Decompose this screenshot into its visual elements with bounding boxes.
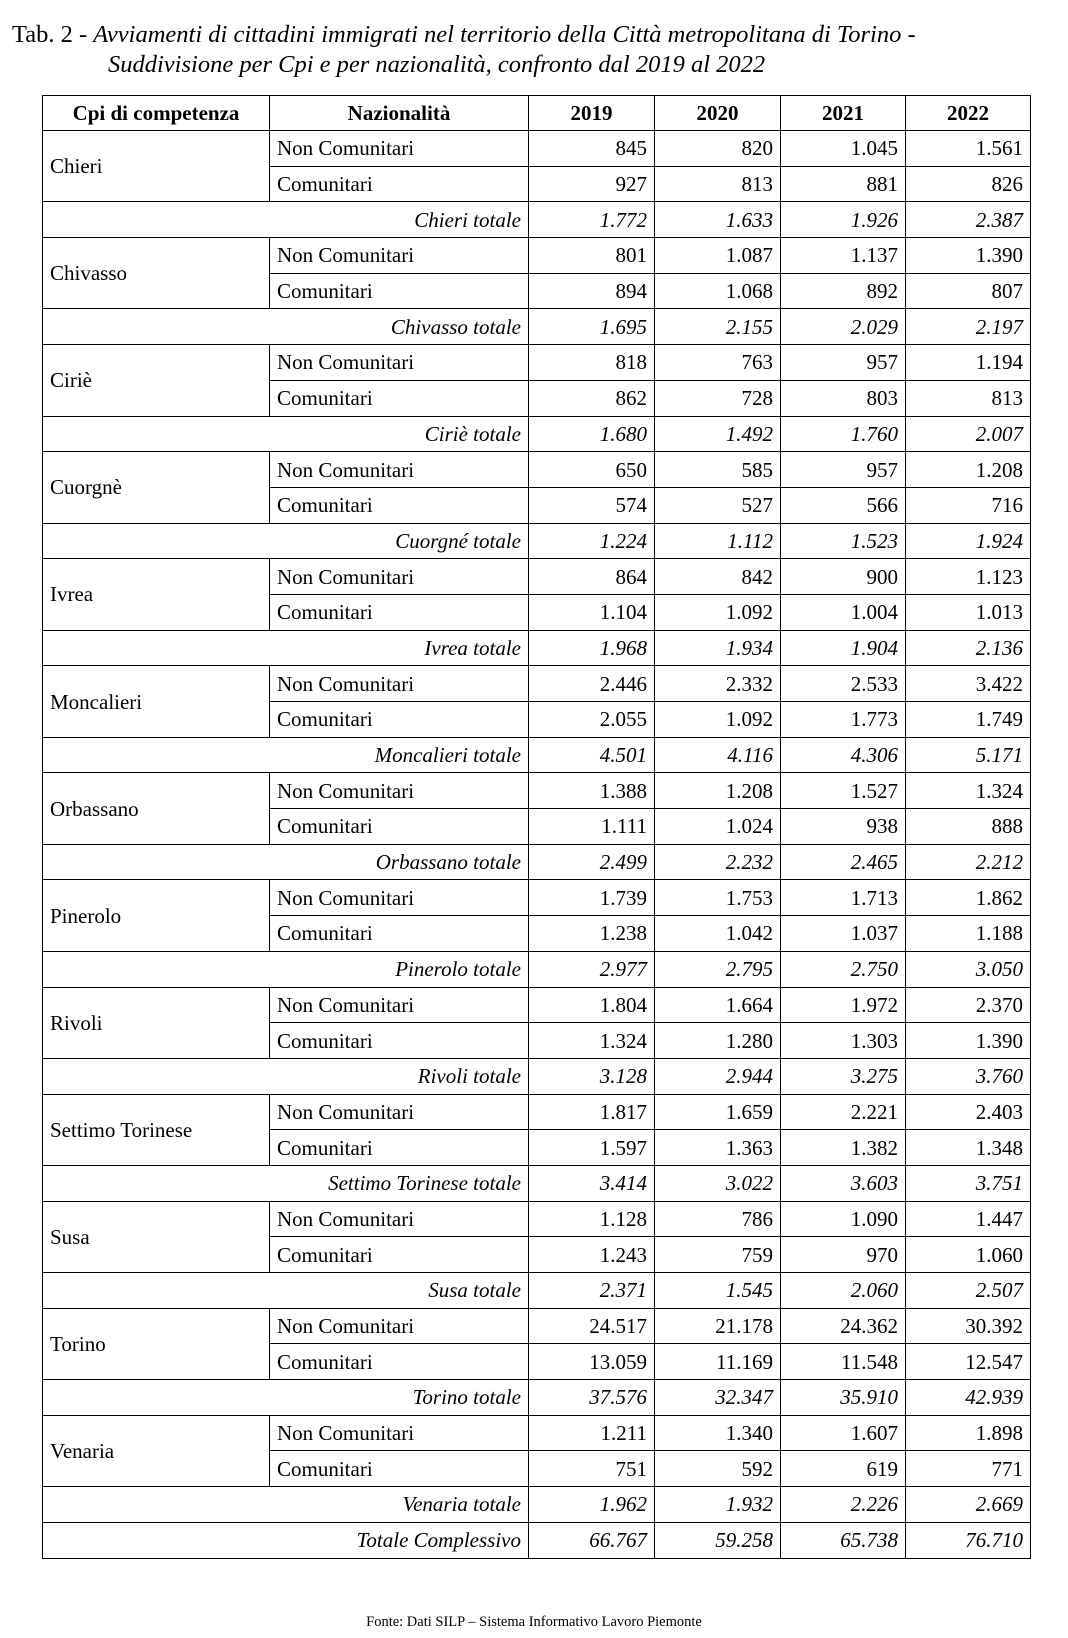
total-value: 4.116 xyxy=(655,737,781,773)
nazionalita-cell: Comunitari xyxy=(270,809,529,845)
value-cell: 1.037 xyxy=(781,916,906,952)
value-cell: 1.324 xyxy=(529,1023,655,1059)
cpi-cell: Moncalieri xyxy=(43,666,270,737)
value-cell: 1.060 xyxy=(906,1237,1031,1273)
value-cell: 1.211 xyxy=(529,1415,655,1451)
value-cell: 1.068 xyxy=(655,273,781,309)
value-cell: 864 xyxy=(529,559,655,595)
nazionalita-cell: Non Comunitari xyxy=(270,773,529,809)
value-cell: 759 xyxy=(655,1237,781,1273)
value-cell: 1.013 xyxy=(906,594,1031,630)
cpi-cell: Orbassano xyxy=(43,773,270,844)
total-value: 2.136 xyxy=(906,630,1031,666)
header-row xyxy=(43,96,1031,131)
total-row xyxy=(43,1273,1031,1309)
total-value: 1.968 xyxy=(529,630,655,666)
value-cell: 1.773 xyxy=(781,702,906,738)
value-cell: 13.059 xyxy=(529,1344,655,1380)
total-value: 3.414 xyxy=(529,1165,655,1201)
value-cell: 1.208 xyxy=(655,773,781,809)
table-row xyxy=(43,452,1031,488)
value-cell: 771 xyxy=(906,1451,1031,1487)
total-label: Ivrea totale xyxy=(43,630,529,666)
value-cell: 1.092 xyxy=(655,594,781,630)
total-value: 2.212 xyxy=(906,844,1031,880)
value-cell: 1.340 xyxy=(655,1415,781,1451)
value-cell: 826 xyxy=(906,166,1031,202)
nazionalita-cell: Comunitari xyxy=(270,916,529,952)
header-cpi: Cpi di competenza xyxy=(43,96,270,131)
nazionalita-cell: Comunitari xyxy=(270,487,529,523)
cpi-cell: Ciriè xyxy=(43,345,270,416)
total-value: 2.007 xyxy=(906,416,1031,452)
total-value: 3.022 xyxy=(655,1165,781,1201)
total-value: 5.171 xyxy=(906,737,1031,773)
value-cell: 1.128 xyxy=(529,1201,655,1237)
cpi-cell: Pinerolo xyxy=(43,880,270,951)
nazionalita-cell: Non Comunitari xyxy=(270,559,529,595)
total-label: Cuorgné totale xyxy=(43,523,529,559)
total-value: 1.112 xyxy=(655,523,781,559)
value-cell: 1.447 xyxy=(906,1201,1031,1237)
nazionalita-cell: Non Comunitari xyxy=(270,238,529,274)
value-cell: 801 xyxy=(529,238,655,274)
nazionalita-cell: Comunitari xyxy=(270,380,529,416)
value-cell: 1.208 xyxy=(906,452,1031,488)
total-value: 3.128 xyxy=(529,1058,655,1094)
value-cell: 1.104 xyxy=(529,594,655,630)
nazionalita-cell: Comunitari xyxy=(270,702,529,738)
nazionalita-cell: Non Comunitari xyxy=(270,1201,529,1237)
table-row xyxy=(43,131,1031,167)
nazionalita-cell: Non Comunitari xyxy=(270,452,529,488)
total-value: 2.795 xyxy=(655,951,781,987)
value-cell: 1.280 xyxy=(655,1023,781,1059)
value-cell: 1.597 xyxy=(529,1130,655,1166)
nazionalita-cell: Comunitari xyxy=(270,594,529,630)
total-row xyxy=(43,523,1031,559)
value-cell: 1.972 xyxy=(781,987,906,1023)
value-cell: 813 xyxy=(906,380,1031,416)
total-value: 1.492 xyxy=(655,416,781,452)
total-value: 2.507 xyxy=(906,1273,1031,1309)
total-value: 2.197 xyxy=(906,309,1031,345)
cpi-cell: Cuorgnè xyxy=(43,452,270,523)
cpi-cell: Chieri xyxy=(43,131,270,202)
total-label: Ciriè totale xyxy=(43,416,529,452)
header-2021: 2021 xyxy=(781,96,906,131)
total-row xyxy=(43,844,1031,880)
total-label: Orbassano totale xyxy=(43,844,529,880)
value-cell: 957 xyxy=(781,452,906,488)
total-value: 37.576 xyxy=(529,1380,655,1416)
value-cell: 2.446 xyxy=(529,666,655,702)
value-cell: 2.221 xyxy=(781,1094,906,1130)
total-label: Chieri totale xyxy=(43,202,529,238)
total-row xyxy=(43,1058,1031,1094)
value-cell: 21.178 xyxy=(655,1308,781,1344)
value-cell: 1.324 xyxy=(906,773,1031,809)
value-cell: 1.804 xyxy=(529,987,655,1023)
total-value: 1.932 xyxy=(655,1487,781,1523)
value-cell: 1.024 xyxy=(655,809,781,845)
table-row xyxy=(43,345,1031,381)
value-cell: 1.713 xyxy=(781,880,906,916)
value-cell: 818 xyxy=(529,345,655,381)
value-cell: 820 xyxy=(655,131,781,167)
value-cell: 3.422 xyxy=(906,666,1031,702)
table-title xyxy=(12,20,916,80)
total-label: Susa totale xyxy=(43,1273,529,1309)
value-cell: 1.303 xyxy=(781,1023,906,1059)
value-cell: 892 xyxy=(781,273,906,309)
total-label: Settimo Torinese totale xyxy=(43,1165,529,1201)
table-row xyxy=(43,1415,1031,1451)
total-value: 2.155 xyxy=(655,309,781,345)
total-value: 3.751 xyxy=(906,1165,1031,1201)
value-cell: 786 xyxy=(655,1201,781,1237)
value-cell: 12.547 xyxy=(906,1344,1031,1380)
total-value: 1.760 xyxy=(781,416,906,452)
value-cell: 881 xyxy=(781,166,906,202)
nazionalita-cell: Non Comunitari xyxy=(270,1094,529,1130)
value-cell: 11.548 xyxy=(781,1344,906,1380)
value-cell: 1.739 xyxy=(529,880,655,916)
value-cell: 650 xyxy=(529,452,655,488)
value-cell: 527 xyxy=(655,487,781,523)
value-cell: 592 xyxy=(655,1451,781,1487)
nazionalita-cell: Non Comunitari xyxy=(270,131,529,167)
header-nazionalita: Nazionalità xyxy=(270,96,529,131)
table-row xyxy=(43,1094,1031,1130)
value-cell: 1.238 xyxy=(529,916,655,952)
total-value: 2.226 xyxy=(781,1487,906,1523)
value-cell: 2.370 xyxy=(906,987,1031,1023)
nazionalita-cell: Comunitari xyxy=(270,1451,529,1487)
total-value: 2.060 xyxy=(781,1273,906,1309)
total-value: 2.750 xyxy=(781,951,906,987)
value-cell: 842 xyxy=(655,559,781,595)
value-cell: 1.363 xyxy=(655,1130,781,1166)
value-cell: 1.004 xyxy=(781,594,906,630)
grand-total-row xyxy=(43,1522,1031,1558)
cpi-cell: Susa xyxy=(43,1201,270,1272)
value-cell: 813 xyxy=(655,166,781,202)
value-cell: 1.382 xyxy=(781,1130,906,1166)
total-value: 2.465 xyxy=(781,844,906,880)
cpi-cell: Torino xyxy=(43,1308,270,1379)
table-row xyxy=(43,1308,1031,1344)
total-row xyxy=(43,951,1031,987)
value-cell: 1.527 xyxy=(781,773,906,809)
table-row xyxy=(43,666,1031,702)
grand-total-value: 59.258 xyxy=(655,1522,781,1558)
value-cell: 1.659 xyxy=(655,1094,781,1130)
total-value: 42.939 xyxy=(906,1380,1031,1416)
value-cell: 1.607 xyxy=(781,1415,906,1451)
value-cell: 1.817 xyxy=(529,1094,655,1130)
value-cell: 2.055 xyxy=(529,702,655,738)
value-cell: 1.388 xyxy=(529,773,655,809)
total-value: 1.926 xyxy=(781,202,906,238)
total-value: 1.523 xyxy=(781,523,906,559)
cpi-cell: Settimo Torinese xyxy=(43,1094,270,1165)
total-value: 32.347 xyxy=(655,1380,781,1416)
total-label: Moncalieri totale xyxy=(43,737,529,773)
value-cell: 566 xyxy=(781,487,906,523)
value-cell: 803 xyxy=(781,380,906,416)
value-cell: 1.042 xyxy=(655,916,781,952)
cpi-cell: Rivoli xyxy=(43,987,270,1058)
value-cell: 574 xyxy=(529,487,655,523)
total-value: 2.977 xyxy=(529,951,655,987)
total-value: 1.695 xyxy=(529,309,655,345)
table-body xyxy=(43,131,1031,1559)
value-cell: 2.403 xyxy=(906,1094,1031,1130)
grand-total-label: Totale Complessivo xyxy=(43,1522,529,1558)
nazionalita-cell: Comunitari xyxy=(270,1130,529,1166)
value-cell: 1.111 xyxy=(529,809,655,845)
grand-total-value: 65.738 xyxy=(781,1522,906,1558)
total-value: 2.499 xyxy=(529,844,655,880)
total-value: 2.371 xyxy=(529,1273,655,1309)
value-cell: 845 xyxy=(529,131,655,167)
value-cell: 1.390 xyxy=(906,1023,1031,1059)
cpi-cell: Ivrea xyxy=(43,559,270,630)
total-label: Pinerolo totale xyxy=(43,951,529,987)
total-row xyxy=(43,737,1031,773)
value-cell: 30.392 xyxy=(906,1308,1031,1344)
value-cell: 957 xyxy=(781,345,906,381)
total-value: 1.633 xyxy=(655,202,781,238)
value-cell: 763 xyxy=(655,345,781,381)
total-label: Rivoli totale xyxy=(43,1058,529,1094)
grand-total-value: 66.767 xyxy=(529,1522,655,1558)
table-row xyxy=(43,773,1031,809)
value-cell: 1.092 xyxy=(655,702,781,738)
total-value: 2.029 xyxy=(781,309,906,345)
value-cell: 728 xyxy=(655,380,781,416)
total-label: Venaria totale xyxy=(43,1487,529,1523)
value-cell: 1.045 xyxy=(781,131,906,167)
total-row xyxy=(43,416,1031,452)
value-cell: 1.243 xyxy=(529,1237,655,1273)
value-cell: 1.561 xyxy=(906,131,1031,167)
header-2022: 2022 xyxy=(906,96,1031,131)
total-value: 1.680 xyxy=(529,416,655,452)
value-cell: 1.137 xyxy=(781,238,906,274)
nazionalita-cell: Non Comunitari xyxy=(270,1415,529,1451)
value-cell: 888 xyxy=(906,809,1031,845)
total-value: 1.904 xyxy=(781,630,906,666)
total-value: 1.934 xyxy=(655,630,781,666)
value-cell: 1.194 xyxy=(906,345,1031,381)
value-cell: 900 xyxy=(781,559,906,595)
total-row xyxy=(43,630,1031,666)
total-value: 4.501 xyxy=(529,737,655,773)
value-cell: 1.087 xyxy=(655,238,781,274)
total-value: 1.772 xyxy=(529,202,655,238)
total-value: 3.050 xyxy=(906,951,1031,987)
total-value: 2.944 xyxy=(655,1058,781,1094)
value-cell: 970 xyxy=(781,1237,906,1273)
value-cell: 862 xyxy=(529,380,655,416)
total-value: 2.669 xyxy=(906,1487,1031,1523)
table-row xyxy=(43,987,1031,1023)
value-cell: 751 xyxy=(529,1451,655,1487)
title-line-2: Suddivisione per Cpi e per nazionalità, confronto dal 2019 al 2022 xyxy=(108,51,766,78)
value-cell: 894 xyxy=(529,273,655,309)
value-cell: 2.533 xyxy=(781,666,906,702)
total-value: 1.962 xyxy=(529,1487,655,1523)
total-value: 1.224 xyxy=(529,523,655,559)
total-value: 1.924 xyxy=(906,523,1031,559)
value-cell: 1.862 xyxy=(906,880,1031,916)
nazionalita-cell: Non Comunitari xyxy=(270,987,529,1023)
table-row xyxy=(43,880,1031,916)
value-cell: 24.517 xyxy=(529,1308,655,1344)
value-cell: 1.753 xyxy=(655,880,781,916)
value-cell: 1.664 xyxy=(655,987,781,1023)
total-value: 3.760 xyxy=(906,1058,1031,1094)
total-row xyxy=(43,1165,1031,1201)
value-cell: 2.332 xyxy=(655,666,781,702)
total-row xyxy=(43,202,1031,238)
total-value: 3.275 xyxy=(781,1058,906,1094)
total-row xyxy=(43,1380,1031,1416)
value-cell: 1.390 xyxy=(906,238,1031,274)
nazionalita-cell: Non Comunitari xyxy=(270,666,529,702)
header-2020: 2020 xyxy=(655,96,781,131)
nazionalita-cell: Comunitari xyxy=(270,273,529,309)
value-cell: 24.362 xyxy=(781,1308,906,1344)
total-value: 1.545 xyxy=(655,1273,781,1309)
total-row xyxy=(43,309,1031,345)
header-2019: 2019 xyxy=(529,96,655,131)
title-prefix: Tab. 2 - xyxy=(12,21,94,48)
total-value: 4.306 xyxy=(781,737,906,773)
value-cell: 1.090 xyxy=(781,1201,906,1237)
total-value: 3.603 xyxy=(781,1165,906,1201)
total-label: Torino totale xyxy=(43,1380,529,1416)
value-cell: 11.169 xyxy=(655,1344,781,1380)
value-cell: 1.123 xyxy=(906,559,1031,595)
nazionalita-cell: Comunitari xyxy=(270,1023,529,1059)
value-cell: 938 xyxy=(781,809,906,845)
grand-total-value: 76.710 xyxy=(906,1522,1031,1558)
nazionalita-cell: Non Comunitari xyxy=(270,880,529,916)
nazionalita-cell: Comunitari xyxy=(270,166,529,202)
total-value: 35.910 xyxy=(781,1380,906,1416)
value-cell: 585 xyxy=(655,452,781,488)
cpi-cell: Venaria xyxy=(43,1415,270,1486)
source-note: Fonte: Dati SILP – Sistema Informativo Lavoro Piemonte xyxy=(366,1614,702,1630)
nazionalita-cell: Non Comunitari xyxy=(270,1308,529,1344)
table-row xyxy=(43,559,1031,595)
value-cell: 619 xyxy=(781,1451,906,1487)
nazionalita-cell: Comunitari xyxy=(270,1237,529,1273)
nazionalita-cell: Non Comunitari xyxy=(270,345,529,381)
total-row xyxy=(43,1487,1031,1523)
value-cell: 1.749 xyxy=(906,702,1031,738)
title-line-1: Avviamenti di cittadini immigrati nel territorio della Città metropolitana di Torino - xyxy=(93,21,916,48)
total-label: Chivasso totale xyxy=(43,309,529,345)
nazionalita-cell: Comunitari xyxy=(270,1344,529,1380)
value-cell: 716 xyxy=(906,487,1031,523)
value-cell: 1.188 xyxy=(906,916,1031,952)
value-cell: 927 xyxy=(529,166,655,202)
total-value: 2.387 xyxy=(906,202,1031,238)
table-row xyxy=(43,1201,1031,1237)
table-row xyxy=(43,238,1031,274)
data-table xyxy=(42,95,1031,1559)
cpi-cell: Chivasso xyxy=(43,238,270,309)
value-cell: 807 xyxy=(906,273,1031,309)
value-cell: 1.898 xyxy=(906,1415,1031,1451)
value-cell: 1.348 xyxy=(906,1130,1031,1166)
total-value: 2.232 xyxy=(655,844,781,880)
